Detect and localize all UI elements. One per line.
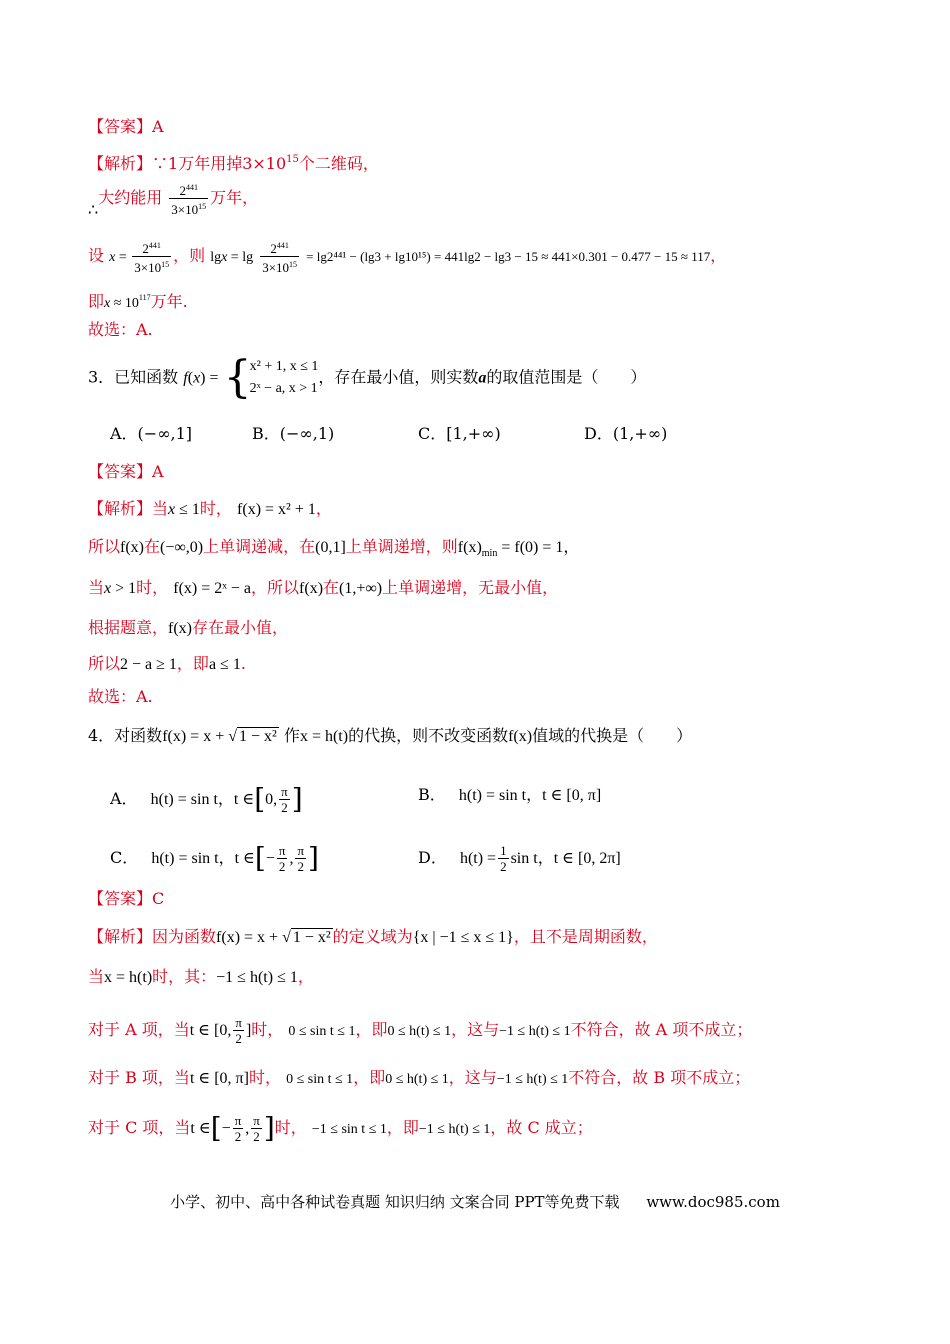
q4-explanation-line-5: 对于 C 项，当t ∈[− $\frac{\pi}{2}$ , $\frac{\pi}{2}$ ]时， −1 ≤ sin t ≤ 1，即−1 ≤ h(t) ≤ 1，故 C 成立； bbox=[88, 1111, 593, 1145]
q3-explanation-line-4: 根据题意，f(x)存在最小值， bbox=[88, 618, 289, 637]
q3-option-c: C．[1,+∞) bbox=[418, 424, 501, 443]
q3-explanation-line-2: 所以f(x)在(−∞,0)上单调递减，在(0,1]上单调递增，则$f(x)_{min} = f(0) = 1$， bbox=[88, 537, 580, 559]
q3-answer: 【答案】A bbox=[88, 462, 164, 481]
q3-choose: 故选：A. bbox=[88, 687, 153, 706]
q4-explanation-line-1: 【解析】因为函数f(x) = x + √ 1 − x² 的定义域为{x | −1 ≤ x ≤ 1}，且不是周期函数， bbox=[88, 927, 658, 946]
q3-option-a: A．(−∞,1] bbox=[110, 424, 193, 443]
q2-explanation-line-4: 即$x \approx 10^{117}$万年. bbox=[88, 292, 188, 311]
page-footer bbox=[0, 1191, 950, 1212]
q2-explanation-line-3: 设 x = $\frac{2^{441}}{3\times 10^{15}}$ ，则 lgx = lg $\frac{2^{441}}{3\times 10^{15}}$ = lg2⁴⁴¹ − (lg3 + lg10¹⁵) = 441lg2 − lg3 − 15 ≈ 441×0.301 − 0.477 − 15 ≈ 117， bbox=[88, 241, 727, 275]
q4-explanation-line-3: 对于 A 项，当t ∈ [0, $\frac{\pi}{2}$ ]时， 0 ≤ sin t ≤ 1，即0 ≤ h(t) ≤ 1，这与−1 ≤ h(t) ≤ 1不符合，故 A 项不成立； bbox=[88, 1015, 753, 1046]
q4-option-c: C． h(t) = sin t，t ∈[− $\frac{\pi}{2}$ , $\frac{\pi}{2}$ ] bbox=[110, 841, 319, 875]
fraction: $\frac{2^{441}}{3\times 10^{15}}$ bbox=[171, 183, 207, 217]
q4-explanation-line-2: 当x = h(t)时，其：−1 ≤ h(t) ≤ 1， bbox=[88, 967, 314, 986]
q2-explanation-line-1: 【解析】∵1万年用掉$3\times 10^{15}$个二维码， bbox=[88, 154, 379, 173]
q2-explanation-line-2: ∴大约能用 $\frac{2^{441}}{3\times 10^{15}}$ 万年， bbox=[88, 180, 258, 221]
q4-stem: 4．对函数f(x) = x + √ 1 − x² 作x = h(t)的代换，则不改变函数f(x)值域的代换是（ ） bbox=[88, 726, 693, 745]
q3-stem: 3．已知函数 f(x) = { x² + 1, x ≤ 1 2ˣ − a, x > 1 ，存在最小值，则实数a的取值范围是（ ） bbox=[88, 352, 647, 403]
q4-option-a: A． h(t) = sin t，t ∈[0, $\frac{\pi}{2}$ ] bbox=[110, 782, 303, 816]
q4-option-d: D． h(t) = $\frac{1}{2}$ sin t，t ∈ [0, 2π] bbox=[418, 843, 621, 874]
footer-link[interactable]: www.doc985.com bbox=[646, 1193, 780, 1211]
q4-explanation-line-4: 对于 B 项，当t ∈ [0, π]时， 0 ≤ sin t ≤ 1，即0 ≤ h(t) ≤ 1，这与−1 ≤ h(t) ≤ 1不符合，故 B 项不成立； bbox=[88, 1068, 751, 1087]
q3-explanation-line-1: 【解析】当x ≤ 1时， f(x) = x² + 1， bbox=[88, 499, 332, 518]
footer-text: 小学、初中、高中各种试卷真题 知识归纳 文案合同 PPT等免费下载 bbox=[170, 1193, 620, 1211]
q4-answer: 【答案】C bbox=[88, 889, 165, 908]
q3-option-b: B．(−∞,1) bbox=[252, 424, 335, 443]
q3-option-d: D．(1,+∞) bbox=[584, 424, 668, 443]
q3-explanation-line-3: 当x > 1时， f(x) = 2ˣ − a，所以f(x)在(1,+∞)上单调递增，无最小值， bbox=[88, 578, 559, 597]
q3-explanation-line-5: 所以2 − a ≥ 1，即a ≤ 1. bbox=[88, 654, 246, 673]
q2-answer: 【答案】A bbox=[88, 117, 164, 136]
q4-option-b: B． h(t) = sin t，t ∈ [0, π] bbox=[418, 785, 602, 804]
q2-choose: 故选：A. bbox=[88, 320, 153, 339]
